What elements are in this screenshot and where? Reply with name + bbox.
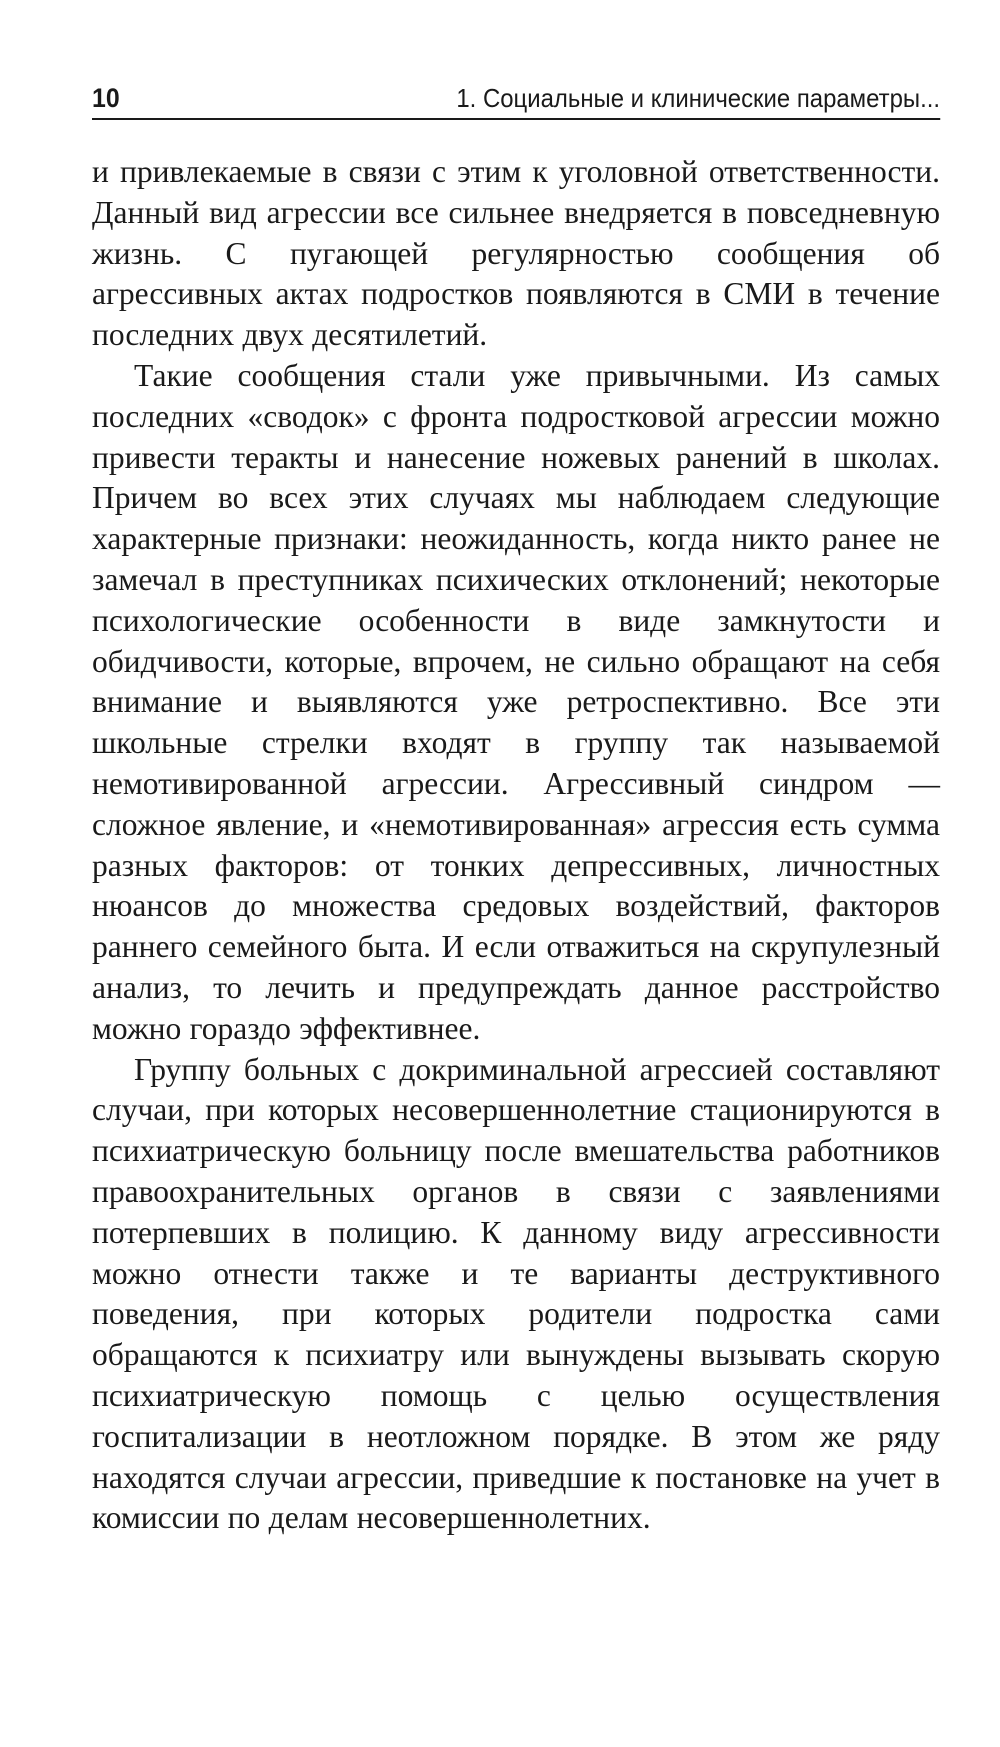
page-number: 10 (92, 83, 120, 113)
paragraph-2: Такие сообщения стали уже привычными. Из самых последних «сводок» с фронта подростковой агрессии можно привести теракты и нанесение ножевых ранений в школах. Причем во всех этих случаях мы наблюдаем следующие характерные признаки: неожиданность, когда никто ранее не замечал в преступниках психических отклонений; некоторые психологические особенности в виде замкнутости и обидчивости, которые, впрочем, не сильно обращают на себя внимание и выявляются уже ретроспективно. Все эти школьные стрелки входят в группу так называемой немотивированной агрессии. Агрессивный синдром — сложное явление, и «немотивированная» агрессия есть сумма разных факторов: от тонких депрессивных, личностных нюансов до множества средовых воздействий, факторов раннего семейного быта. И если отважиться на скрупулезный анализ, то лечить и предупреждать данное расстройство можно гораздо эффективнее. (92, 357, 940, 1046)
book-page (92, 82, 940, 1539)
paragraph-1: и привлекаемые в связи с этим к уголовной ответственности. Данный вид агрессии все сильнее внедряется в повседневную жизнь. С пугающей регулярностью сообщения об агрессивных актах подростков появляются в СМИ в течение последних двух десятилетий. (92, 154, 940, 353)
body-text (92, 152, 940, 1539)
paragraph-3: Группу больных с докриминальной агрессией составляют случаи, при которых несовершеннолетние стационируются в психиатрическую больницу после вмешательства работников правоохранительных органов в связи с заявлениями потерпевших в полицию. К данному виду агрессивности можно отнести также и те варианты деструктивного поведения, при которых родители подростка сами обращаются к психиатру или вынуждены вызывать скорую психиатрическую помощь с целью осуществления госпитализации в неотложном порядке. В этом же ряду находятся случаи агрессии, приведшие к постановке на учет в комиссии по делам несовершеннолетних. (92, 1051, 940, 1536)
section-title: 1. Социальные и клинические параметры... (456, 83, 941, 113)
running-head (92, 82, 940, 120)
